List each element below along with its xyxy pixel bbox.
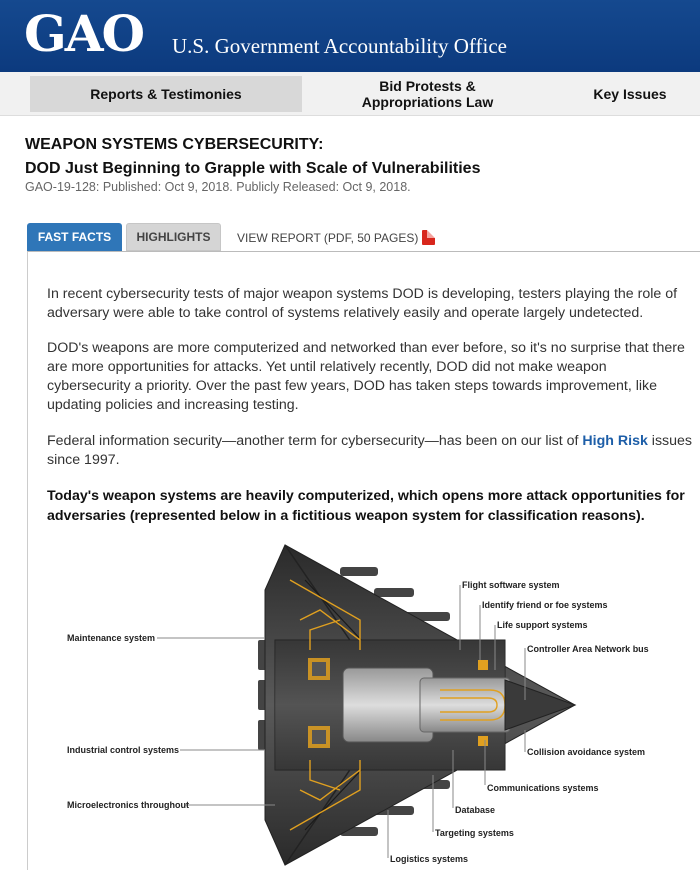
label-life-support: Life support systems [497,620,588,630]
label-iff: Identify friend or foe systems [482,600,608,610]
view-report-label: VIEW REPORT (PDF, 50 PAGES) [237,230,419,245]
nav-bid-protests[interactable]: Bid Protests & Appropriations Law [361,78,494,110]
paragraph-3 [47,432,692,470]
report-title-line2: DOD Just Beginning to Grapple with Scale of Vulnerabilities [25,160,481,177]
view-report-link[interactable] [237,230,435,245]
nav-reports-testimonies[interactable]: Reports & Testimonies [30,76,302,112]
label-logistics: Logistics systems [390,854,469,864]
report-meta: GAO-19-128: Published: Oct 9, 2018. Publicly Released: Oct 9, 2018. [25,180,411,194]
label-flight-software: Flight software system [462,580,560,590]
paragraph-1: In recent cybersecurity tests of major weapon systems DOD is developing, testers playing the role of adversary were able to take control of systems relatively easily and operate largely undetected. [47,286,678,321]
nav-key-issues[interactable]: Key Issues [593,86,667,102]
weapon-system-illustration [60,540,660,870]
label-targeting: Targeting systems [435,828,514,838]
label-can-bus: Controller Area Network bus [527,644,649,654]
org-name[interactable]: U.S. Government Accountability Office [172,34,507,58]
label-microelectronics: Microelectronics throughout [67,800,190,810]
p3-text-before: Federal information security—another term for cybersecurity—has been on our list of [47,433,583,449]
high-risk-link[interactable]: High Risk [582,433,648,449]
tab-highlights[interactable]: HIGHLIGHTS [126,223,221,251]
label-communications: Communications systems [487,783,599,793]
gao-logo[interactable]: GAO [24,4,144,63]
figure-caption: Today's weapon systems are heavily computerized, which opens more attack opportunities for adversaries (represented below in a fictitious weapon system for classification reasons). [47,488,685,524]
main-nav [0,72,700,116]
report-title-line1: WEAPON SYSTEMS CYBERSECURITY: [25,136,324,153]
label-collision: Collision avoidance system [527,747,646,757]
label-industrial: Industrial control systems [67,745,180,755]
paragraph-2: DOD's weapons are more computerized and networked than ever before, so it's no surprise that there are more opportunities for attacks. Yet until relatively recently, DOD did not make weapon cybersecurity a priority. Over the past few years, DOD has taken steps towards improvement, like updating policies and increasing testing. [47,340,685,413]
label-maintenance: Maintenance system [67,633,156,643]
site-header [0,0,700,72]
pdf-icon [422,230,435,245]
label-database: Database [455,805,496,815]
tab-fast-facts[interactable]: FAST FACTS [27,223,122,251]
p3-text-after: issues since 1997. [47,433,693,468]
